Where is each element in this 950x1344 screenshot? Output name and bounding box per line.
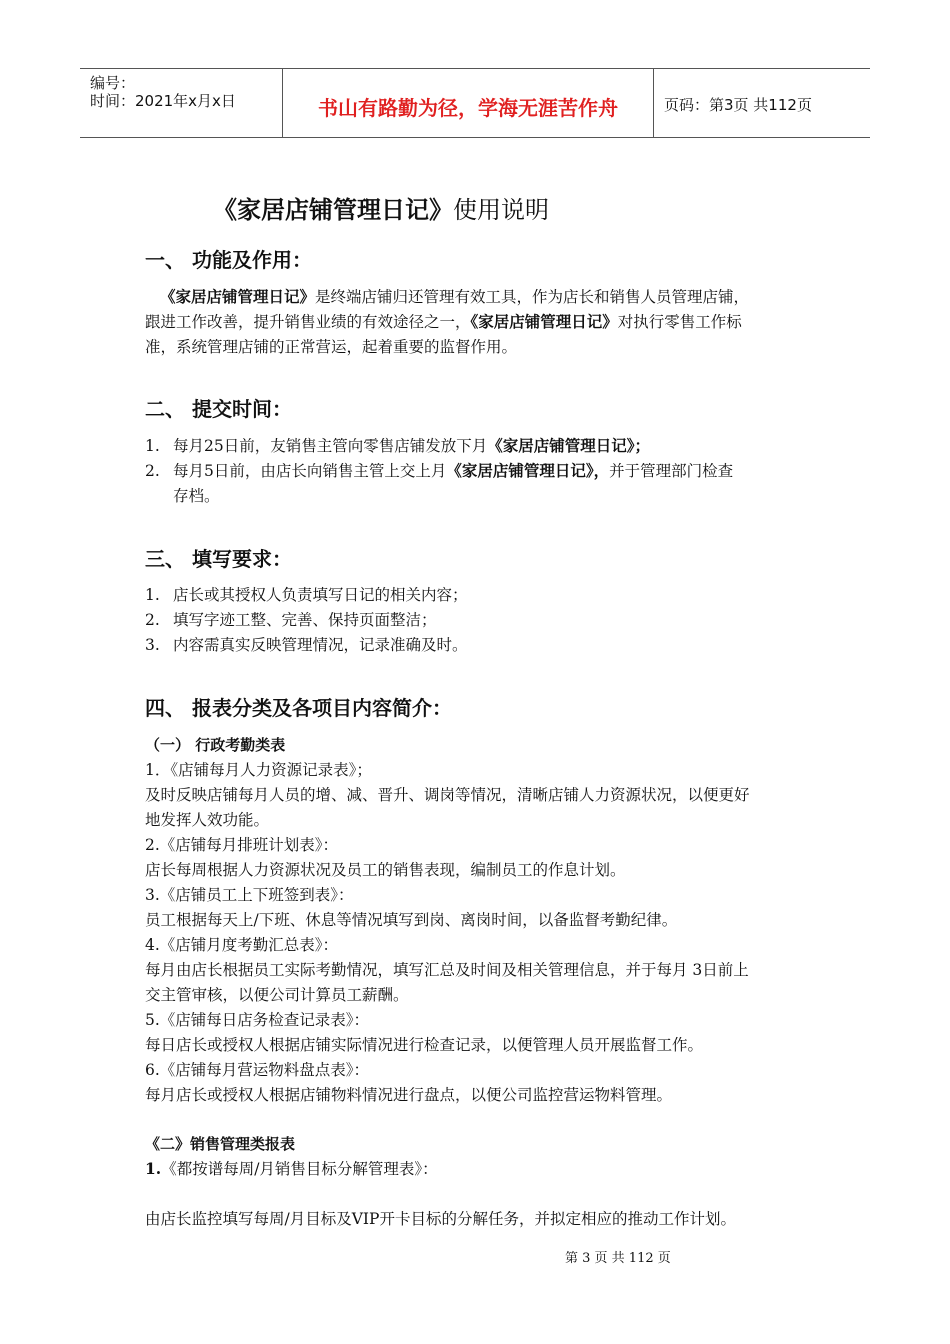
inline-bold-title: 《家居店铺管理日记》， xyxy=(446,462,610,480)
section-heading-2: 二、 提交时间： xyxy=(145,397,292,421)
section-heading-4: 四、 报表分类及各项目内容简介： xyxy=(145,696,452,720)
section-1-line-2 xyxy=(145,313,742,331)
inline-bold-title: 《家居店铺管理日记》； xyxy=(487,437,650,455)
document-title-rest: 使用说明 xyxy=(453,196,549,224)
page-footer: 第 3 页 共 112 页 xyxy=(565,1251,671,1266)
section-1-line-1-text: 是终端店铺归还管理有效工具，作为店长和销售人员管理店铺， xyxy=(315,288,750,306)
subsection-heading-1: （一） 行政考勤类表 xyxy=(145,736,286,754)
list-line: 每月店长或授权人根据店铺物料情况进行盘点，以便公司监控营运物料管理。 xyxy=(145,1086,673,1104)
section-heading-3: 三、 填写要求： xyxy=(145,547,292,571)
subsection-2-line-number: 1. xyxy=(145,1159,162,1178)
section-2-item-2-tail: 并于管理部门检查 xyxy=(609,462,734,480)
section-3-item-3-number: 3. xyxy=(145,636,160,654)
list-line: 交主管审核，以便公司计算员工薪酬。 xyxy=(145,986,409,1004)
page-header xyxy=(80,68,870,138)
list-line: 2.《店铺每月排班计划表》： xyxy=(145,836,339,854)
section-3-item-2-number: 2. xyxy=(145,611,160,629)
list-line: 店长每周根据人力资源状况及员工的销售表现，编制员工的作息计划。 xyxy=(145,861,626,879)
inline-bold-title: 《家居店铺管理日记》 xyxy=(160,288,316,306)
section-1-line-2-tail: 对执行零售工作标 xyxy=(617,313,742,331)
section-2-item-1 xyxy=(173,437,650,455)
list-line: 3.《店铺员工上下班签到表》： xyxy=(145,886,354,904)
section-2-item-2-text: 每月5日前，由店长向销售主管上交上月 xyxy=(173,462,447,480)
section-1-line-1 xyxy=(160,288,749,306)
header-motto-cell xyxy=(283,69,654,137)
subsection-2-description: 由店长监控填写每周/月目标及VIP开卡目标的分解任务，并拟定相应的推动工作计划。 xyxy=(145,1210,736,1228)
header-motto: 书山有路勤为径，学海无涯苦作舟 xyxy=(318,96,618,120)
list-line: 4.《店铺月度考勤汇总表》： xyxy=(145,936,339,954)
list-line: 1．《店铺每月人力资源记录表》； xyxy=(145,761,372,779)
header-page-cell xyxy=(654,69,870,137)
section-1-line-3: 准，系统管理店铺的正常营运，起着重要的监督作用。 xyxy=(145,338,518,356)
document-title xyxy=(213,196,549,224)
subsection-2-line-text: 《都按谱每周/月销售目标分解管理表》： xyxy=(161,1160,438,1178)
subsection-heading-2: 《二》销售管理类报表 xyxy=(145,1135,296,1153)
list-line: 员工根据每天上/下班、休息等情况填写到岗、离岗时间，以备监督考勤纪律。 xyxy=(145,911,678,929)
header-page-number: 页码：第3页 共112页 xyxy=(664,96,812,114)
section-3-item-1-number: 1. xyxy=(145,586,160,604)
list-line: 地发挥人效功能。 xyxy=(145,811,270,829)
section-heading-1: 一、 功能及作用： xyxy=(145,248,312,272)
inline-bold-title: 《家居店铺管理日记》 xyxy=(470,313,618,331)
document-number-label: 编号： xyxy=(90,74,136,92)
section-3-item-3: 内容需真实反映管理情况，记录准确及时。 xyxy=(173,636,468,654)
section-2-item-2-number: 2. xyxy=(145,462,160,480)
list-line: 每日店长或授权人根据店铺实际情况进行检查记录，以便管理人员开展监督工作。 xyxy=(145,1036,704,1054)
header-info-cell xyxy=(80,69,283,137)
document-time-label: 时间：2021年x月x日 xyxy=(90,92,236,110)
section-2-item-2-continued: 存档。 xyxy=(173,487,220,505)
section-3-item-1: 店长或其授权人负责填写日记的相关内容； xyxy=(173,586,468,604)
list-line: 6.《店铺每月营运物料盘点表》： xyxy=(145,1061,370,1079)
subsection-2-line xyxy=(145,1160,438,1178)
section-2-item-1-number: 1. xyxy=(145,437,160,455)
document-title-bold: 《家居店铺管理日记》 xyxy=(213,196,453,224)
list-line: 每月由店长根据员工实际考勤情况，填写汇总及时间及相关管理信息，并于每月 3日前上 xyxy=(145,961,749,979)
section-1-line-2-text: 跟进工作改善，提升销售业绩的有效途径之一， xyxy=(145,313,471,331)
section-3-item-2: 填写字迹工整、完善、保持页面整洁； xyxy=(173,611,437,629)
list-line: 5.《店铺每日店务检查记录表》： xyxy=(145,1011,370,1029)
section-2-item-1-text: 每月25日前，友销售主管向零售店铺发放下月 xyxy=(173,437,488,455)
list-line: 及时反映店铺每月人员的增、减、晋升、调岗等情况，清晰店铺人力资源状况，以便更好 xyxy=(145,786,750,804)
section-2-item-2 xyxy=(173,462,733,480)
